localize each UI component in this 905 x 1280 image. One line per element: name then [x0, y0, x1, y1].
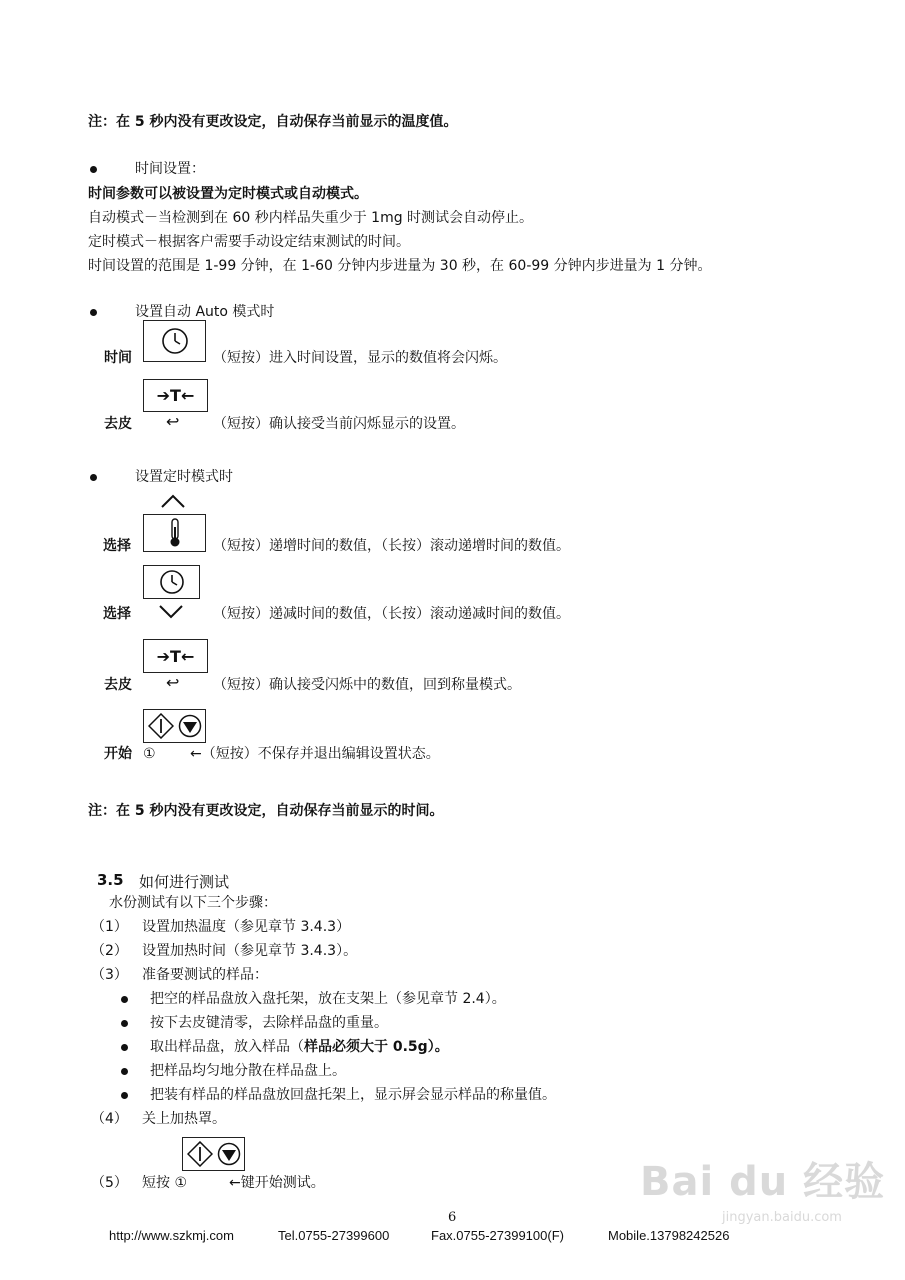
page-number: 6: [448, 1210, 457, 1225]
step-text: 准备要测试的样品：: [142, 967, 268, 983]
footer-website: http://www.szkmj.com: [109, 1228, 234, 1243]
start-stop-button[interactable]: [182, 1137, 245, 1171]
tare-key-label: 去皮: [104, 677, 132, 693]
step-number: （3）: [91, 967, 128, 983]
step-number: （1）: [91, 919, 128, 935]
baidu-watermark-logo: Bai du 经验: [640, 1159, 886, 1205]
temp-up-button[interactable]: [143, 514, 206, 552]
time-setting-line2: 自动模式－当检测到在 60 秒内样品失重少于 1mg 时测试会自动停止。: [88, 210, 534, 226]
time-key-desc: （短按）进入时间设置，显示的数值将会闪烁。: [213, 350, 507, 366]
chevron-up-icon: [160, 493, 186, 509]
enter-icon: ↩: [166, 673, 180, 692]
start-stop-button[interactable]: [143, 709, 206, 743]
section-number: 3.5: [97, 871, 124, 889]
start-key-symbol: ①: [143, 746, 156, 762]
time-setting-line1: 时间参数可以被设置为定时模式或自动模式。: [88, 186, 368, 202]
bullet-item: 把装有样品的样品盘放回盘托架上，显示屏会显示样品的称量值。: [150, 1087, 556, 1103]
start-key-label: 开始: [104, 746, 132, 762]
clock-icon: [158, 568, 186, 596]
bullet-icon: [121, 1092, 128, 1099]
start-diamond-icon: [148, 713, 174, 739]
bullet-item-bold: 样品必须大于 0.5g）。: [304, 1039, 449, 1055]
bullet-item-text: 取出样品盘，放入样品（: [150, 1039, 304, 1055]
baidu-watermark-url: jingyan.baidu.com: [722, 1210, 842, 1225]
tare-key-symbol: ➔T←: [156, 386, 195, 405]
section-title: 如何进行测试: [139, 873, 230, 891]
tare-key-desc: （短按）确认接受闪烁中的数值，回到称量模式。: [213, 677, 521, 693]
tare-key-label: 去皮: [104, 416, 132, 432]
footer-mobile: Mobile.13798242526: [608, 1228, 730, 1243]
step5-prefix: 短按 ①: [142, 1175, 188, 1191]
auto-mode-heading: 设置自动 Auto 模式时: [135, 304, 275, 320]
step-number: （2）: [91, 943, 128, 959]
bullet-icon: [90, 166, 97, 173]
timed-mode-heading: 设置定时模式时: [135, 469, 233, 485]
down-select-desc: （短按）递减时间的数值，（长按）滚动递减时间的数值。: [213, 606, 570, 622]
up-select-desc: （短按）递增时间的数值，（长按）滚动递增时间的数值。: [213, 538, 570, 554]
tare-key-button[interactable]: [143, 379, 208, 412]
step-text: 设置加热温度（参见章节 3.4.3）: [142, 919, 351, 935]
step-text: 设置加热时间（参见章节 3.4.3）。: [142, 943, 358, 959]
footer-tel: Tel.0755-27399600: [278, 1228, 390, 1243]
tare-key-desc: （短按）确认接受当前闪烁显示的设置。: [213, 416, 465, 432]
bullet-icon: [90, 309, 97, 316]
time-key-button[interactable]: [143, 320, 206, 362]
time-setting-heading: 时间设置：: [135, 161, 205, 177]
time-setting-line3: 定时模式－根据客户需要手动设定结束测试的时间。: [88, 234, 410, 250]
down-select-label: 选择: [103, 606, 131, 622]
bullet-icon: [121, 996, 128, 1003]
tare-key-symbol: ➔T←: [156, 646, 195, 666]
bullet-icon: [121, 1020, 128, 1027]
up-select-label: 选择: [103, 538, 131, 554]
time-setting-line4: 时间设置的范围是 1-99 分钟，在 1-60 分钟内步进量为 30 秒，在 60-99 分钟内步进量为 1 分钟。: [88, 258, 712, 274]
bullet-item: 按下去皮键清零，去除样品盘的重量。: [150, 1015, 388, 1031]
start-diamond-icon: [187, 1141, 213, 1167]
start-key-desc: ←（短按）不保存并退出编辑设置状态。: [190, 746, 440, 762]
time-down-button[interactable]: [143, 565, 200, 599]
stop-circle-icon: [178, 714, 202, 738]
footer-fax: Fax.0755-27399100(F): [431, 1228, 564, 1243]
bullet-item: 把空的样品盘放入盘托架，放在支架上（参见章节 2.4）。: [150, 991, 506, 1007]
time-key-label: 时间: [104, 350, 132, 366]
bullet-icon: [121, 1044, 128, 1051]
step5-suffix: ←键开始测试。: [229, 1175, 325, 1191]
note-time: 注：在 5 秒内没有更改设定，自动保存当前显示的时间。: [88, 803, 444, 819]
section-intro: 水份测试有以下三个步骤：: [109, 895, 277, 911]
bullet-item: 把样品均匀地分散在样品盘上。: [150, 1063, 346, 1079]
bullet-icon: [121, 1068, 128, 1075]
tare-key-button[interactable]: [143, 639, 208, 673]
step-number: （5）: [91, 1175, 128, 1191]
thermometer-icon: [167, 517, 183, 549]
step-text: 关上加热罩。: [142, 1111, 226, 1127]
enter-icon: ↩: [166, 412, 180, 431]
step-number: （4）: [91, 1111, 128, 1127]
bullet-item: [150, 1038, 449, 1056]
clock-icon: [160, 326, 190, 356]
stop-circle-icon: [217, 1142, 241, 1166]
chevron-down-icon: [158, 604, 184, 620]
note-temperature: 注：在 5 秒内没有更改设定，自动保存当前显示的温度值。: [88, 114, 458, 130]
bullet-icon: [90, 474, 97, 481]
